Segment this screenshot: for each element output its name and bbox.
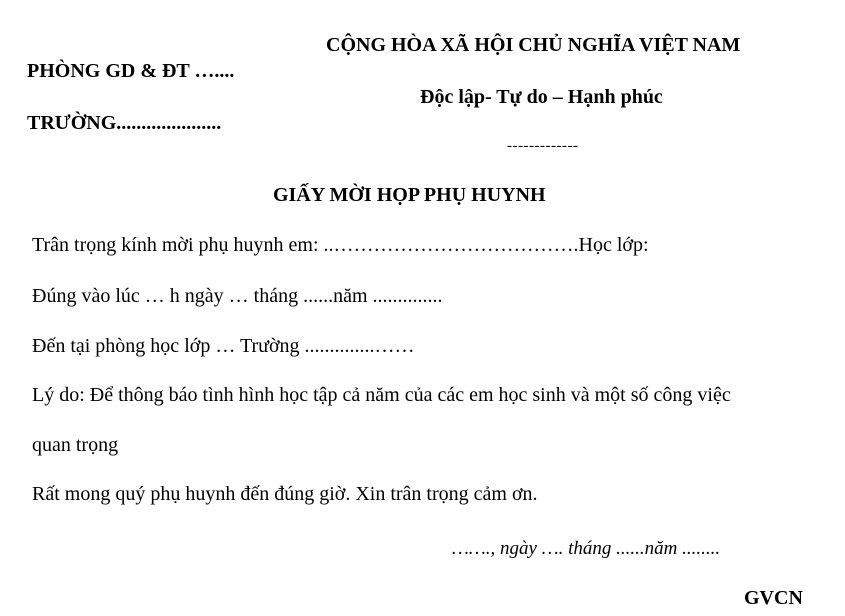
- header-divider: -------------: [507, 138, 579, 154]
- document-title: GIẤY MỜI HỌP PHỤ HUYNH: [273, 184, 546, 206]
- national-motto: Độc lập- Tự do – Hạnh phúc: [420, 86, 663, 108]
- school-name: TRƯỜNG.....................: [27, 112, 222, 134]
- signer-title: GVCN: [744, 587, 803, 609]
- signature-date-line: ……., ngày …. tháng ......năm ........: [452, 538, 721, 559]
- invitation-line-reason: Lý do: Để thông báo tình hình học tập cả năm của các em học sinh và một số công việc: [32, 384, 731, 406]
- invitation-line-location: Đến tại phòng học lớp … Trường ..............……: [32, 335, 415, 357]
- invitation-line-student: Trân trọng kính mời phụ huynh em: ..……………………………….Học lớp:: [32, 234, 649, 256]
- invitation-line-time: Đúng vào lúc … h ngày … tháng ......năm ..............: [32, 285, 443, 307]
- invitation-line-reason-cont: quan trọng: [32, 434, 119, 456]
- national-name: CỘNG HÒA XÃ HỘI CHỦ NGHĨA VIỆT NAM: [326, 34, 741, 56]
- department-name: PHÒNG GD & ĐT …....: [27, 60, 235, 82]
- invitation-line-closing: Rất mong quý phụ huynh đến đúng giờ. Xin trân trọng cảm ơn.: [32, 483, 538, 505]
